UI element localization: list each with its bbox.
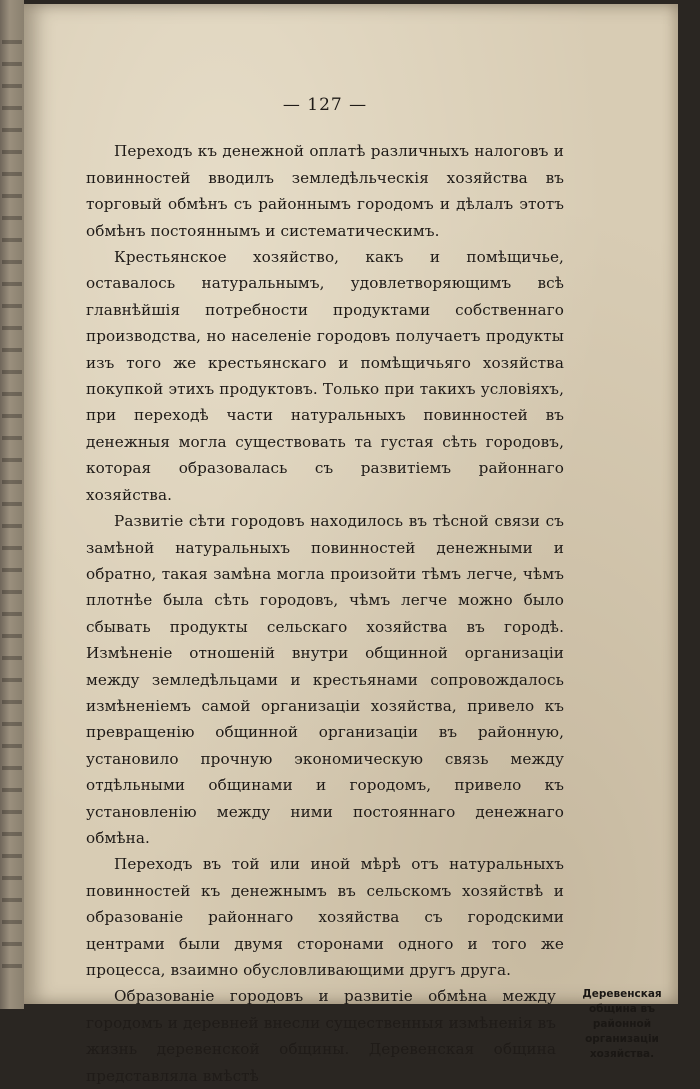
book-page [24,4,678,1085]
paragraph-2: Крестьянское хозяйство, какъ и помѣщичье, оставалось натуральнымъ, удовлетворяющимъ всѣ главнѣйшія потребности продуктами собственнаго производства, но населеніе городовъ получаетъ продукты изъ того же крестьянскаго и помѣщичьяго хозяйства покупкой этихъ продуктовъ. Только при такихъ условіяхъ, при переходѣ части натуральныхъ повинностей въ денежныя могла существовать та густая сѣть городовъ, которая образовалась съ развитіемъ районнаго хозяйства. [86,248,564,504]
paragraph-4: Переходъ въ той или иной мѣрѣ отъ натуральныхъ повинностей къ денежнымъ въ сельскомъ хозяйствѣ и образованіе районнаго хозяйства съ городскими центрами были двумя сторонами одного и того же процесса, взаимно обусловливающими другъ друга. [86,855,564,979]
page-text [86,92,662,1089]
page-number: — 127 — [282,95,368,115]
paragraph-5 [86,983,662,1089]
paragraph-1: Переходъ къ денежной оплатѣ различныхъ налоговъ и повинностей вводилъ земледѣльческія хозяйства въ торговый обмѣнъ съ районнымъ городомъ и дѣлалъ этотъ обмѣнъ постояннымъ и систематическимъ. [86,142,564,240]
paragraph-5-text: Образованіе городовъ и развитіе обмѣна между городомъ и деревней внесли существенныя измѣненія въ жизнь деревенской общины. Деревенская община представляла вмѣстѣ [86,987,556,1085]
previous-page-text-fragments [2,40,22,970]
margin-note: Деревенская община въ районной организаціи хозяйства. [582,988,662,1061]
previous-page-edge [0,0,24,1009]
paragraph-3: Развитіе сѣти городовъ находилось въ тѣсной связи съ замѣной натуральныхъ повинностей денежными и обратно, такая замѣна могла произойти тѣмъ легче, чѣмъ плотнѣе была сѣть городовъ, чѣмъ легче можно было сбывать продукты сельскаго хозяйства въ городѣ. Измѣненіе отношеній внутри общинной организаціи между земледѣльцами и крестьянами сопровождалось измѣненіемъ самой организаціи хозяйства, привело къ превращенію общинной организаціи въ районную, установило прочную экономическую связь между отдѣльными общинами и городомъ, привело къ установленію между ними постояннаго денежнаго обмѣна. [86,512,564,847]
